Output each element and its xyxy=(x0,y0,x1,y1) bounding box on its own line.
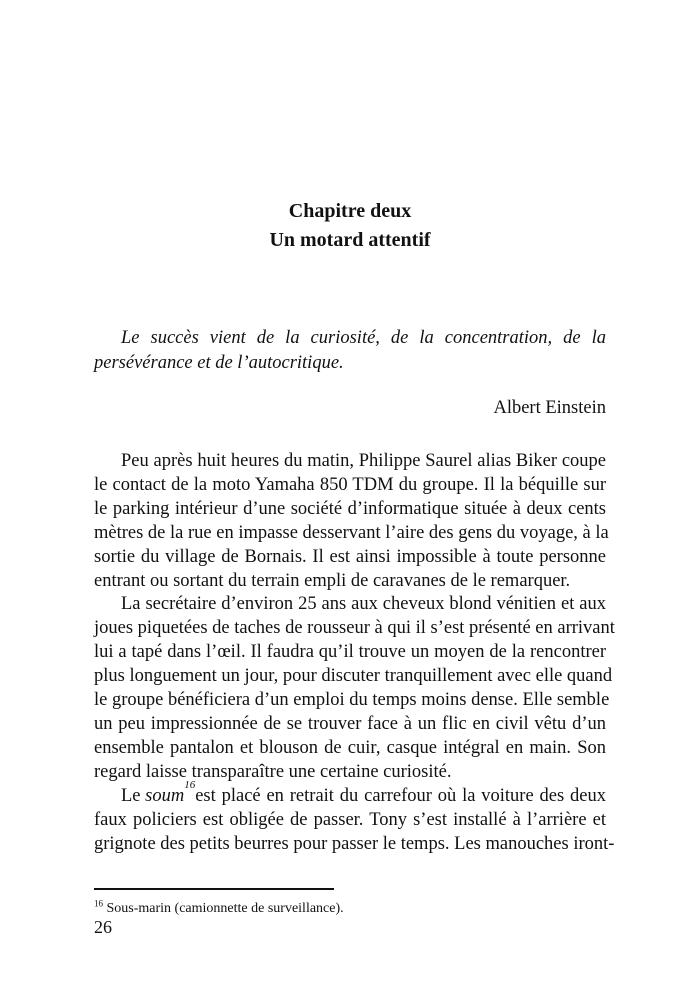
text: est placé en retrait du carrefour où la voiture des deux xyxy=(195,785,606,806)
text-italic: soum xyxy=(145,785,185,806)
text-line: ensemble pantalon et blouson de cuir, casque intégral en main. Son xyxy=(94,737,606,758)
epigraph-line: Le succès vient de la curiosité, de la concentration, de la xyxy=(121,328,606,348)
text-line: entrant ou sortant du terrain empli de caravanes de le remarquer. xyxy=(94,570,571,591)
text-line: mètres de la rue en impasse desservant l’aire des gens du voyage, à la xyxy=(94,522,609,543)
text-line: faux policiers est obligée de passer. Tony s’est installé à l’arrière et xyxy=(94,809,606,830)
text-line: le contact de la moto Yamaha 850 TDM du groupe. Il la béquille sur xyxy=(94,474,606,495)
text-line: le groupe bénéficiera d’un emploi du temps moins dense. Elle semble xyxy=(94,690,610,711)
chapter-title: Un motard attentif xyxy=(269,229,431,251)
text-line: La secrétaire d’environ 25 ans aux cheveux blond vénitien et aux xyxy=(121,594,606,615)
text: Le xyxy=(121,785,146,806)
footnote xyxy=(94,898,344,917)
footnote-number: 16 xyxy=(94,898,103,909)
text-line: sortie du village de Bornais. Il est ainsi impossible à toute personne xyxy=(94,546,606,567)
epigraph-line: persévérance et de l’autocritique. xyxy=(94,353,344,373)
epigraph xyxy=(94,326,606,376)
text-line: joues piquetées de taches de rousseur à qui il s’est présenté en arrivant xyxy=(94,618,615,639)
text-line: lui a tapé dans l’œil. Il faudra qu’il trouve un moyen de la rencontrer xyxy=(94,642,606,663)
body-text xyxy=(94,450,615,856)
epigraph-author: Albert Einstein xyxy=(493,398,606,418)
footnote-ref[interactable]: 16 xyxy=(184,778,196,791)
footnote-text: Sous-marin (camionnette de surveillance). xyxy=(103,901,344,916)
text-line: grignote des petits beurres pour passer le temps. Les manouches iront- xyxy=(94,833,615,854)
text-line: regard laisse transparaître une certaine curiosité. xyxy=(94,761,452,782)
text-line: Peu après huit heures du matin, Philippe Saurel alias Biker coupe xyxy=(121,451,606,471)
chapter-label: Chapitre deux xyxy=(288,200,412,222)
page-number: 26 xyxy=(94,917,112,937)
text-line: le parking intérieur d’une société d’informatique située à deux cents xyxy=(94,498,606,519)
text-line: plus longuement un jour, pour discuter tranquillement avec elle quand xyxy=(94,666,613,687)
text-line: un peu impressionnée de se trouver face à un flic en civil vêtu d’un xyxy=(94,713,606,734)
text-line xyxy=(94,778,606,809)
footnote-divider xyxy=(94,888,334,890)
